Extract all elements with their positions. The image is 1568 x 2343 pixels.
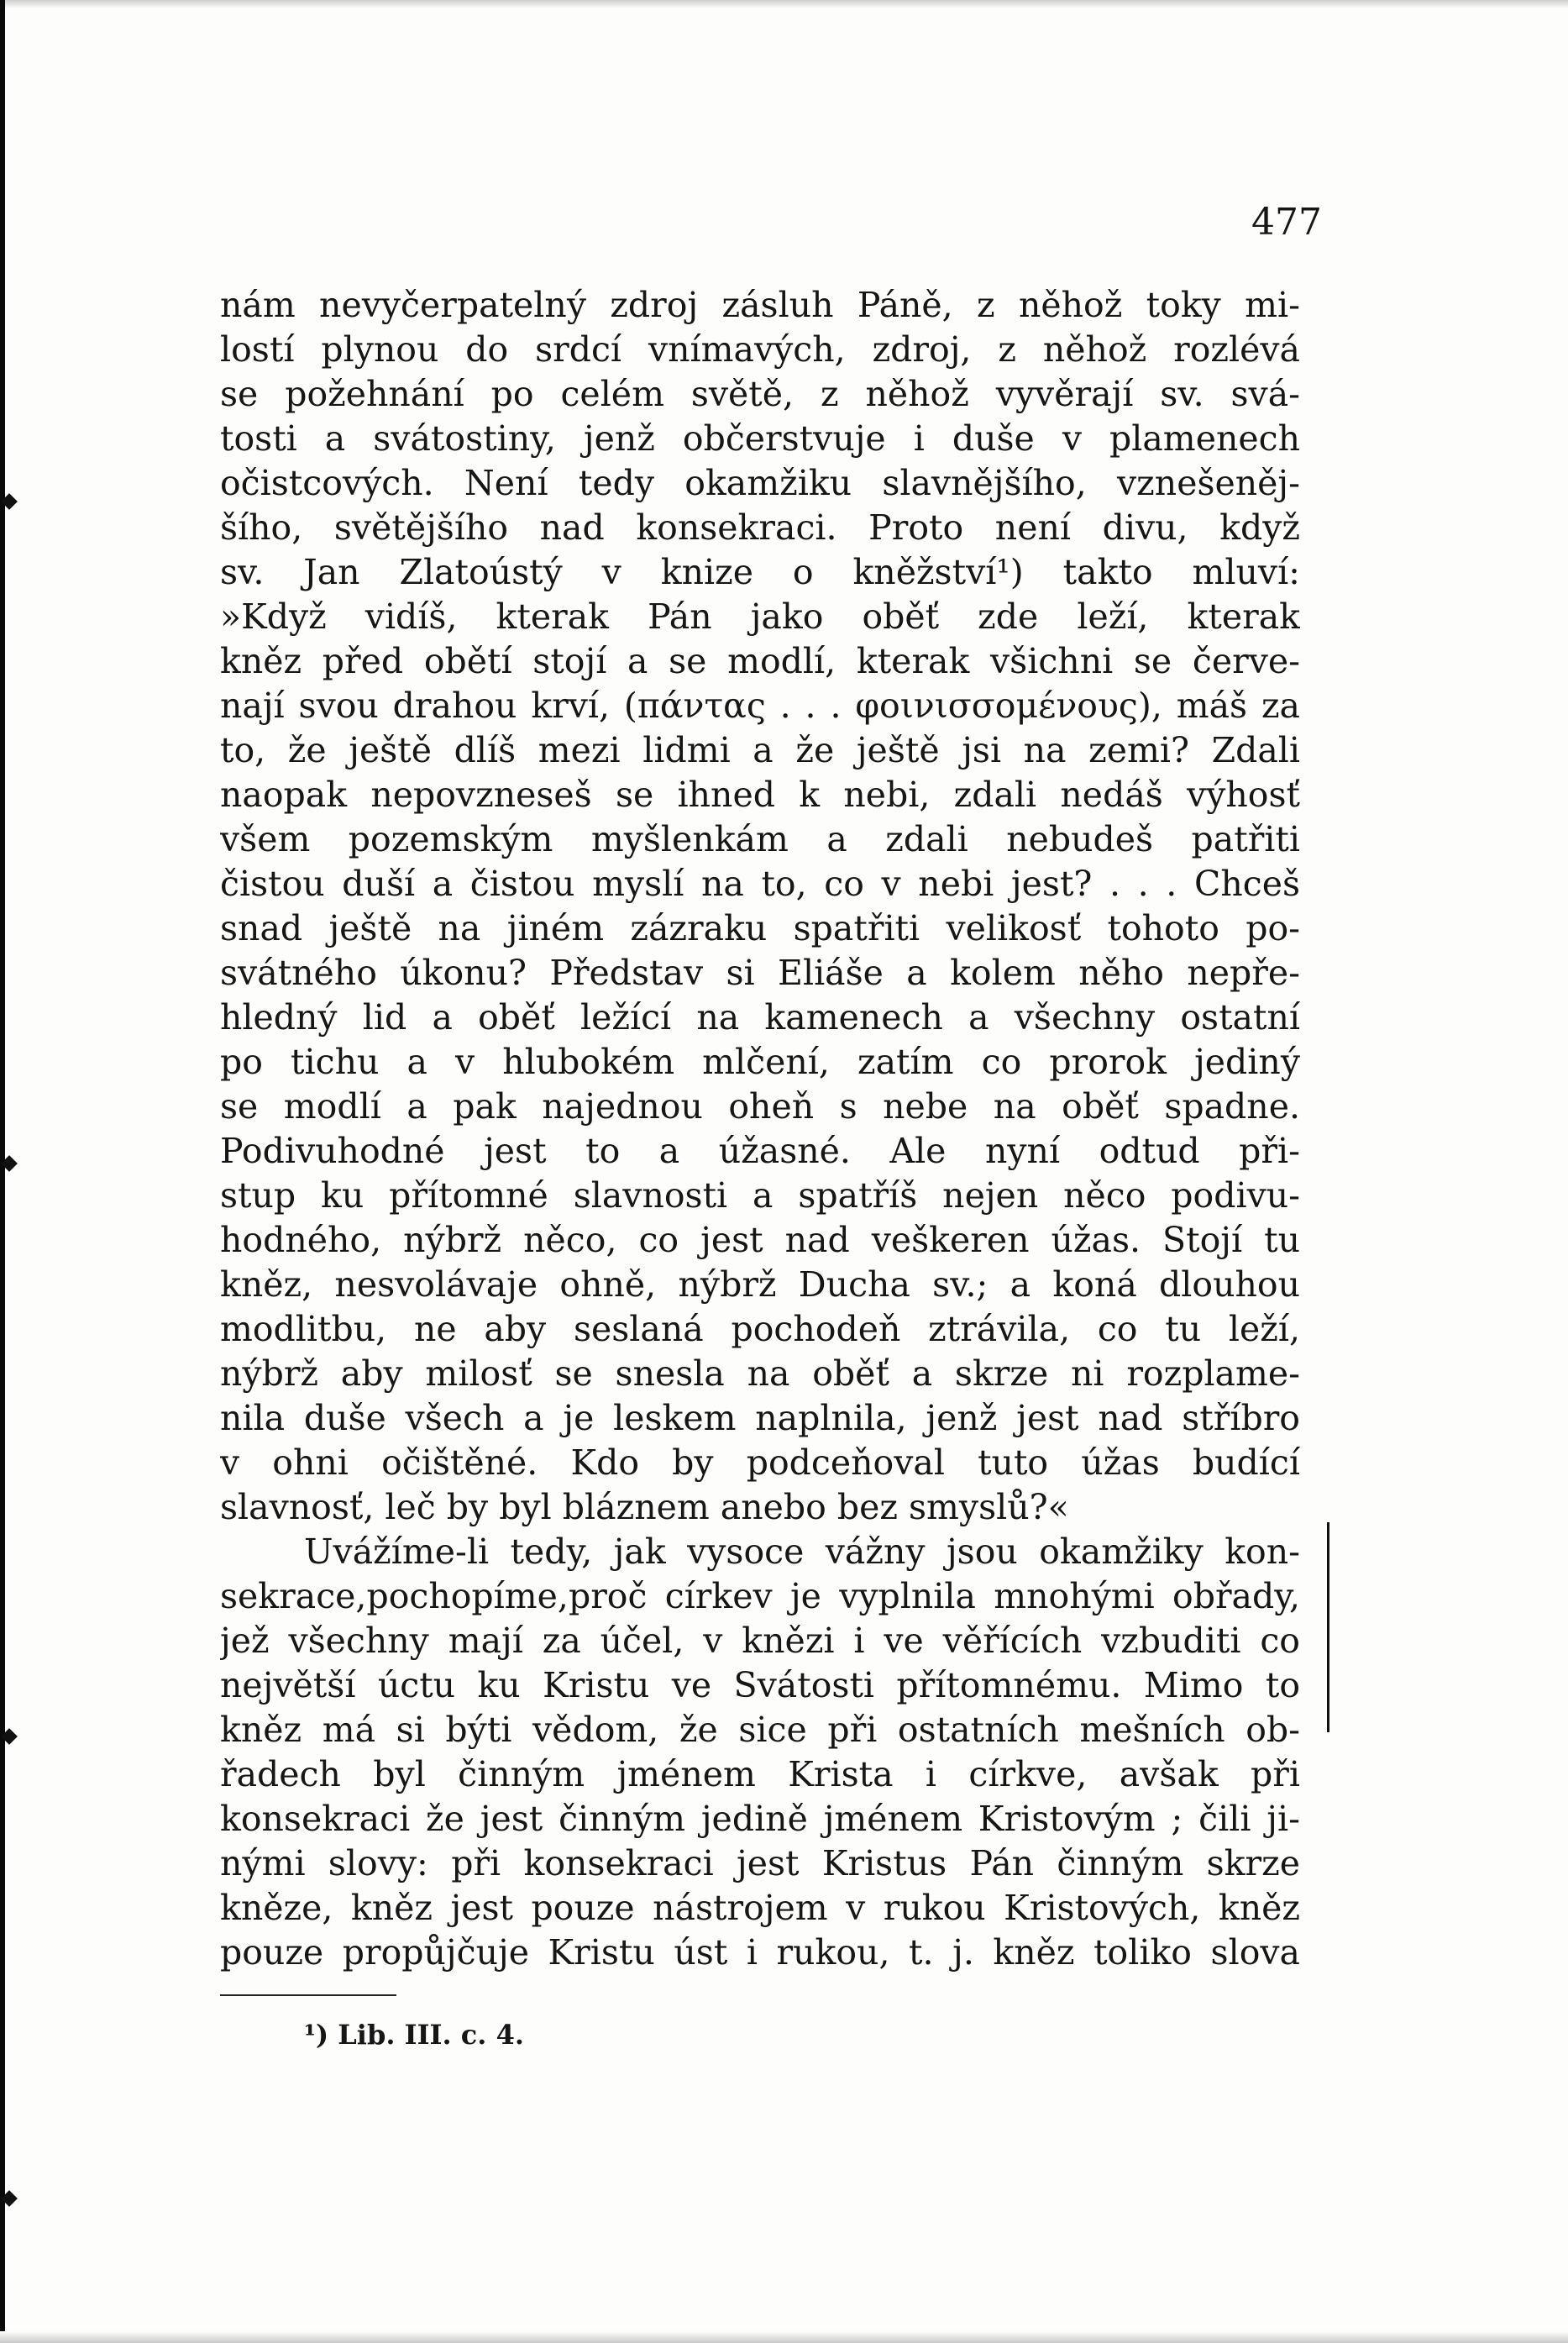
text-line: modlitbu, ne aby seslaná pochodeň ztrávila, co tu leží,: [220, 1309, 1300, 1349]
text-line: stup ku přítomné slavnosti a spatříš nejen něco podivu-: [220, 1175, 1300, 1216]
text-line: konsekraci že jest činným jedině jménem Kristovým ; čili ji-: [220, 1799, 1300, 1839]
text-line: kněz, nesvolávaje ohně, nýbrž Ducha sv.; a koná dlouhou: [220, 1264, 1300, 1305]
text-line: v ohni očištěné. Kdo by podceňoval tuto úžas budící: [220, 1442, 1300, 1483]
text-line: hledný lid a oběť ležící na kamenech a všechny ostatní: [220, 997, 1300, 1038]
text-line: »Když vidíš, kterak Pán jako oběť zde leží, kterak: [220, 596, 1300, 637]
page-number: 477: [1251, 201, 1322, 244]
text-line: lostí plynou do srdcí vnímavých, zdroj, z něhož rozlévá: [220, 329, 1300, 370]
text-line: se požehnání po celém světě, z něhož vyvěrají sv. svá-: [220, 374, 1300, 414]
text-line: očistcových. Není tedy okamžiku slavnějšího, vznešeněj-: [220, 463, 1300, 503]
body-text: [220, 283, 1300, 1975]
paragraph-start-line: Uvážíme-li tedy, jak vysoce vážny jsou okamžiky kon-: [304, 1531, 1300, 1572]
text-line: největší úctu ku Kristu ve Svátosti přítomnému. Mimo to: [220, 1665, 1300, 1705]
scan-bottom-edge: [0, 2331, 1568, 2343]
text-line: Podivuhodné jest to a úžasné. Ale nyní odtud při-: [220, 1131, 1300, 1171]
text-line: nými slovy: při konsekraci jest Kristus Pán činným skrze: [220, 1843, 1300, 1883]
text-line: řadech byl činným jménem Krista i církve, avšak při: [220, 1754, 1300, 1794]
text-line: kněz před obětí stojí a se modlí, kterak všichni se červe-: [220, 641, 1300, 681]
text-line: sv. Jan Zlatoústý v knize o kněžství¹) takto mluví:: [220, 552, 1300, 592]
text-line: po tichu a v hlubokém mlčení, zatím co prorok jediný: [220, 1042, 1300, 1082]
text-line: kněz má si býti vědom, že sice při ostatních mešních ob-: [220, 1710, 1300, 1750]
margin-mark: [1327, 1522, 1329, 1732]
text-line: čistou duší a čistou myslí na to, co v nebi jest? . . . Chceš: [220, 864, 1300, 904]
text-line: naopak nepovzneseš se ihned k nebi, zdali nedáš výhosť: [220, 775, 1300, 815]
text-line: nila duše všech a je leskem naplnila, jenž jest nad stříbro: [220, 1398, 1300, 1438]
text-line: nýbrž aby milosť se snesla na oběť a skrze ni rozplame-: [220, 1353, 1300, 1394]
text-line: snad ještě na jiném zázraku spatřiti velikosť tohoto po-: [220, 908, 1300, 948]
text-line: kněze, kněz jest pouze nástrojem v rukou Kristových, kněz: [220, 1888, 1300, 1928]
text-line: sekrace,pochopíme,proč církev je vyplnila mnohými obřady,: [220, 1576, 1300, 1616]
text-line: šího, světějšího nad konsekraci. Proto není divu, když: [220, 507, 1300, 548]
text-line: všem pozemským myšlenkám a zdali nebudeš patřiti: [220, 819, 1300, 859]
text-line: hodného, nýbrž něco, co jest nad veškeren úžas. Stojí tu: [220, 1220, 1300, 1260]
text-line: jež všechny mají za účel, v knězi i ve věřících vzbuditi co: [220, 1621, 1300, 1661]
scan-left-edge: [0, 0, 5, 2343]
footnote: ¹) Lib. III. c. 4.: [304, 2019, 524, 2051]
text-line: pouze propůjčuje Kristu úst i rukou, t. j. kněz toliko slova: [220, 1932, 1300, 1973]
scan-top-edge: [0, 0, 1568, 8]
text-line: nám nevyčerpatelný zdroj zásluh Páně, z něhož toky mi-: [220, 285, 1300, 325]
paragraph-end-line: slavnosť, leč by byl bláznem anebo bez smyslů?«: [220, 1487, 1069, 1527]
text-line: se modlí a pak najednou oheň s nebe na oběť spadne.: [220, 1086, 1300, 1127]
text-line: svátného úkonu? Představ si Eliáše a kolem něho nepře-: [220, 953, 1300, 993]
text-line: to, že ještě dlíš mezi lidmi a že ještě jsi na zemi? Zdali: [220, 730, 1300, 770]
text-line: tosti a svátostiny, jenž občerstvuje i duše v plamenech: [220, 418, 1300, 459]
footnote-divider: [220, 1994, 396, 1996]
text-line: nají svou drahou krví, (πάντας . . . φοινισσομένους), máš za: [220, 686, 1300, 726]
